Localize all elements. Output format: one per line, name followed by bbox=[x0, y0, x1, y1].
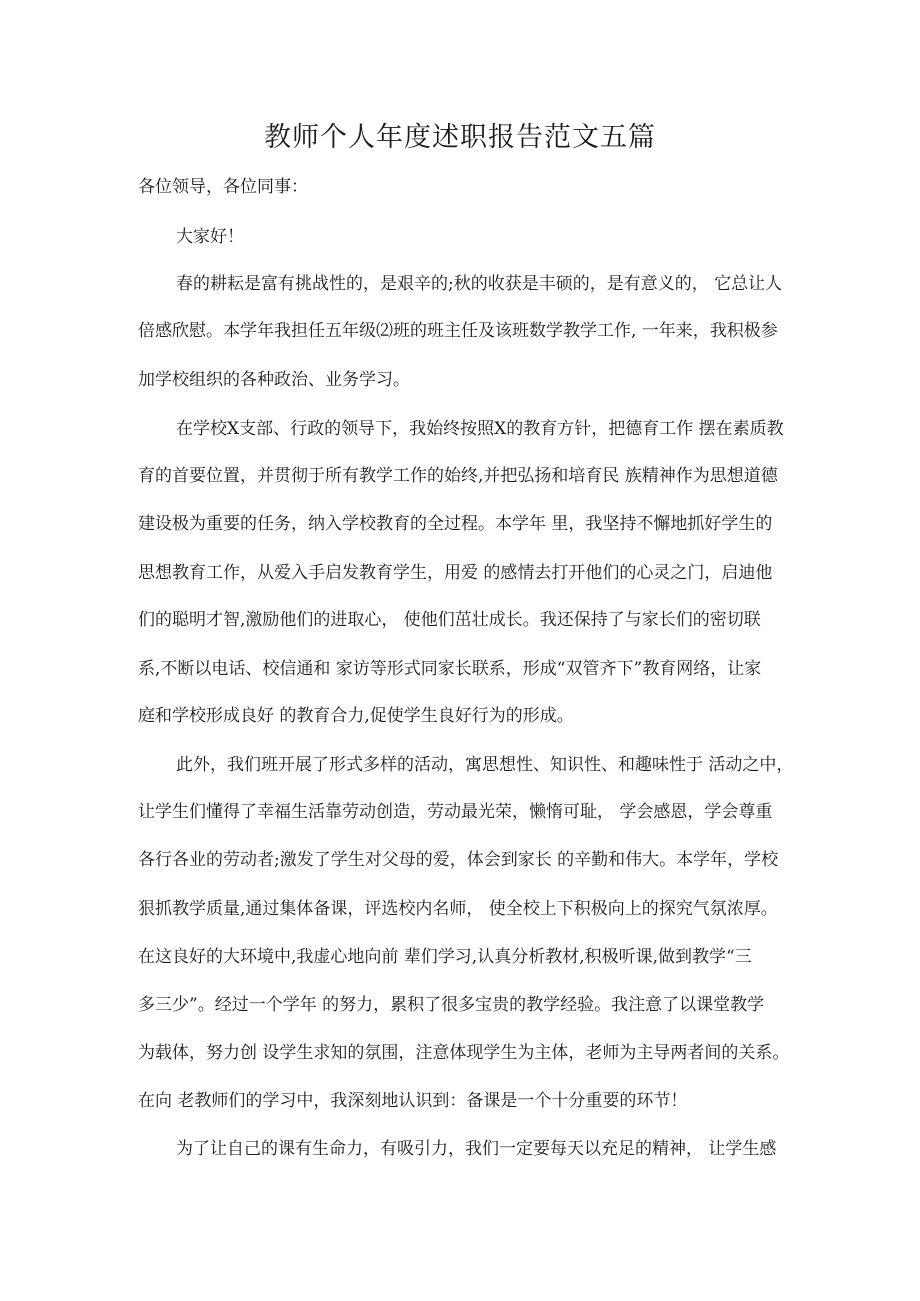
paragraph-line: 狠抓教学质量,通过集体备课，评选校内名师， 使全校上下积极向上的探究气氛浓厚。 bbox=[138, 899, 778, 919]
paragraph-line: 育的首要位置，并贯彻于所有教学工作的始终,并把弘扬和培育民 族精神作为思想道德 bbox=[138, 466, 778, 486]
paragraph-line: 加学校组织的各种政治、业务学习。 bbox=[138, 370, 410, 390]
paragraph-line: 们的聪明才智,激励他们的进取心， 使他们茁壮成长。我还保持了与家长们的密切联 bbox=[138, 610, 761, 630]
paragraph-line: 在这良好的大环境中,我虚心地向前 辈们学习,认真分析教材,积极听课,做到教学“三 bbox=[138, 947, 752, 967]
paragraph-line: 倍感欣慰。本学年我担任五年级⑵班的班主任及该班数学教学工作, 一年来，我积极参 bbox=[138, 321, 778, 341]
paragraph-line: 在向 老教师们的学习中，我深刻地认识到：备课是一个十分重要的环节！ bbox=[138, 1091, 688, 1111]
greeting-line: 大家好！ bbox=[176, 227, 244, 247]
paragraph-line: 系,不断以电话、校信通和 家访等形式同家长联系，形成“双管齐下”教育网络，让家 bbox=[138, 659, 762, 679]
document-title: 教师个人年度述职报告范文五篇 bbox=[264, 122, 656, 153]
paragraph-line: 此外，我们班开展了形式多样的活动，寓思想性、知识性、和趣味性于 活动之中， bbox=[176, 755, 794, 775]
paragraph-line: 春的耕耘是富有挑战性的，是艰辛的;秋的收获是丰硕的，是有意义的， 它总让人 bbox=[176, 274, 783, 294]
paragraph-line: 在学校X支部、行政的领导下，我始终按照X的教育方针，把德育工作 摆在素质教 bbox=[176, 419, 784, 439]
paragraph-line: 多三少”。经过一个学年 的努力，累积了很多宝贵的教学经验。我注意了以课堂教学 bbox=[138, 995, 765, 1015]
paragraph-line: 庭和学校形成良好 的教育合力,促使学生良好行为的形成。 bbox=[138, 706, 574, 726]
paragraph-line: 让学生们懂得了幸福生活靠劳动创造，劳动最光荣，懒惰可耻， 学会感恩，学会尊重 bbox=[138, 802, 773, 822]
salutation-line: 各位领导，各位同事： bbox=[138, 177, 308, 197]
paragraph-line: 思想教育工作，从爱入手启发教育学生，用爱 的感情去打开他们的心灵之门，启迪他 bbox=[138, 563, 773, 583]
paragraph-line: 各行各业的劳动者;激发了学生对父母的爱，体会到家长 的辛勤和伟大。本学年，学校 bbox=[138, 850, 779, 870]
paragraph-line: 建设极为重要的任务，纳入学校教育的全过程。本学年 里，我坚持不懈地抓好学生的 bbox=[138, 514, 773, 534]
paragraph-line: 为载体，努力创 设学生求知的氛围，注意体现学生为主体，老师为主导两者间的关系。 bbox=[138, 1043, 790, 1063]
paragraph-line: 为了让自己的课有生命力，有吸引力，我们一定要每天以充足的精神， 让学生感 bbox=[176, 1139, 777, 1159]
